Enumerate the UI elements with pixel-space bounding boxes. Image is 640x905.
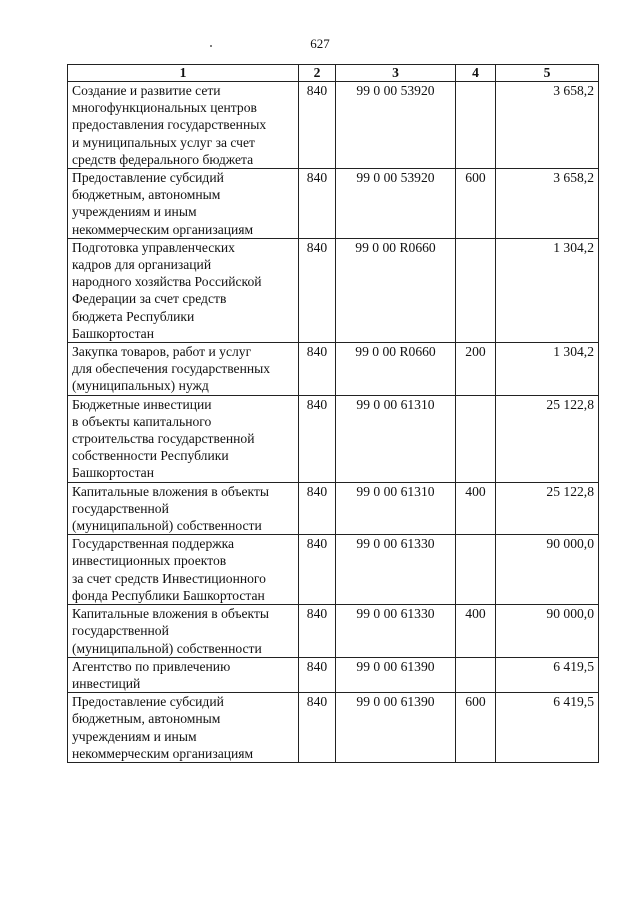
- header-col-5: 5: [496, 65, 599, 82]
- row-col-2: 840: [299, 395, 336, 482]
- row-col-5: 25 122,8: [496, 395, 599, 482]
- table-row: [68, 535, 599, 605]
- row-col-2: 840: [299, 82, 336, 169]
- row-col-5: 90 000,0: [496, 535, 599, 605]
- row-col-5: 1 304,2: [496, 343, 599, 396]
- header-col-1: 1: [68, 65, 299, 82]
- row-name: Предоставление субсидий бюджетным, автономным учреждениям и иным некоммерческим организациям: [68, 693, 299, 763]
- row-col-3: 99 0 00 R0660: [336, 238, 456, 342]
- row-name: Создание и развитие сети многофункциональных центров предоставления государственных и муниципальных услуг за счет средств федерального бюджета: [68, 82, 299, 169]
- row-col-3: 99 0 00 R0660: [336, 343, 456, 396]
- row-name: Закупка товаров, работ и услуг для обеспечения государственных (муниципальных) нужд: [68, 343, 299, 396]
- row-col-3: 99 0 00 61390: [336, 657, 456, 692]
- row-col-2: 840: [299, 535, 336, 605]
- row-col-5: 25 122,8: [496, 482, 599, 535]
- row-col-3: 99 0 00 61330: [336, 535, 456, 605]
- table-row: [68, 693, 599, 763]
- row-col-3: 99 0 00 61310: [336, 395, 456, 482]
- table-row: [68, 395, 599, 482]
- row-col-4: 600: [456, 693, 496, 763]
- row-name: Подготовка управленческих кадров для организаций народного хозяйства Российской Федерации за счет средств бюджета Республики Башкортостан: [68, 238, 299, 342]
- header-row: [68, 65, 599, 82]
- row-col-4: 600: [456, 169, 496, 239]
- scan-speck: [210, 45, 212, 47]
- row-col-3: 99 0 00 61330: [336, 605, 456, 658]
- row-col-2: 840: [299, 605, 336, 658]
- row-col-3: 99 0 00 53920: [336, 82, 456, 169]
- row-col-2: 840: [299, 482, 336, 535]
- row-col-2: 840: [299, 343, 336, 396]
- table-row: [68, 238, 599, 342]
- table-row: [68, 482, 599, 535]
- row-col-5: 6 419,5: [496, 657, 599, 692]
- row-col-5: 3 658,2: [496, 82, 599, 169]
- row-name: Предоставление субсидий бюджетным, автономным учреждениям и иным некоммерческим организациям: [68, 169, 299, 239]
- row-name: Государственная поддержка инвестиционных проектов за счет средств Инвестиционного фонда Республики Башкортостан: [68, 535, 299, 605]
- row-col-4: [456, 535, 496, 605]
- row-col-3: 99 0 00 53920: [336, 169, 456, 239]
- row-col-3: 99 0 00 61310: [336, 482, 456, 535]
- table-body: [68, 82, 599, 763]
- budget-table: [67, 64, 599, 763]
- row-col-4: 200: [456, 343, 496, 396]
- header-col-2: 2: [299, 65, 336, 82]
- table-row: [68, 343, 599, 396]
- row-col-2: 840: [299, 238, 336, 342]
- row-col-5: 1 304,2: [496, 238, 599, 342]
- row-col-2: 840: [299, 657, 336, 692]
- row-col-3: 99 0 00 61390: [336, 693, 456, 763]
- row-name: Капитальные вложения в объекты государственной (муниципальной) собственности: [68, 605, 299, 658]
- header-col-3: 3: [336, 65, 456, 82]
- header-col-4: 4: [456, 65, 496, 82]
- row-col-5: 90 000,0: [496, 605, 599, 658]
- table-row: [68, 605, 599, 658]
- table-row: [68, 82, 599, 169]
- row-col-4: [456, 395, 496, 482]
- row-col-4: 400: [456, 482, 496, 535]
- row-col-4: [456, 82, 496, 169]
- row-col-2: 840: [299, 169, 336, 239]
- row-col-4: [456, 238, 496, 342]
- row-name: Агентство по привлечению инвестиций: [68, 657, 299, 692]
- table-row: [68, 657, 599, 692]
- row-name: Бюджетные инвестиции в объекты капитального строительства государственной собственности Республики Башкортостан: [68, 395, 299, 482]
- row-col-5: 6 419,5: [496, 693, 599, 763]
- row-col-2: 840: [299, 693, 336, 763]
- table-row: [68, 169, 599, 239]
- page-number: 627: [310, 36, 330, 51]
- row-col-4: 400: [456, 605, 496, 658]
- row-col-4: [456, 657, 496, 692]
- row-col-5: 3 658,2: [496, 169, 599, 239]
- table-header: [68, 65, 599, 82]
- row-name: Капитальные вложения в объекты государственной (муниципальной) собственности: [68, 482, 299, 535]
